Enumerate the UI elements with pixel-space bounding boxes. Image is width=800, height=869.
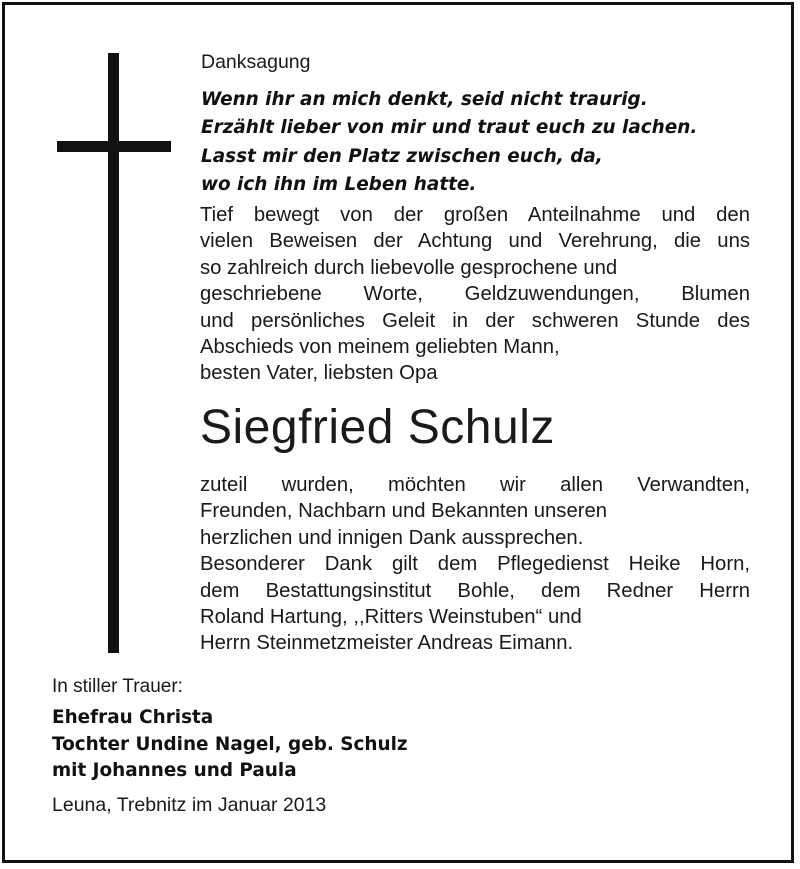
intro-line: so zahlreich durch liebevolle gesprochene und (200, 256, 618, 279)
intro-line: besten Vater, liebsten Opa (200, 362, 438, 385)
thanks-line: herzlichen und innigen Dank aussprechen. (200, 526, 584, 549)
mourners-label: In stiller Trauer: (52, 676, 183, 697)
intro-line: und persönliches Geleit in der schweren Stunde des (200, 309, 750, 332)
thanks-line: Herrn Steinmetzmeister Andreas Eimann. (200, 632, 574, 655)
poem-block (201, 86, 771, 199)
thanks-paragraph (200, 472, 750, 657)
poem-line: Lasst mir den Platz zwischen euch, da, (201, 145, 603, 167)
mourner-line: Ehefrau Christa (52, 707, 214, 728)
thanks-line: Freunden, Nachbarn und Bekannten unseren (200, 500, 608, 523)
place-date: Leuna, Trebnitz im Januar 2013 (52, 794, 327, 816)
intro-line: Abschieds von meinem geliebten Mann, (200, 336, 560, 359)
mourner-line: mit Johannes und Paula (52, 760, 297, 781)
mourner-line: Tochter Undine Nagel, geb. Schulz (52, 733, 408, 755)
poem-line: Wenn ihr an mich denkt, seid nicht traurig. (201, 89, 648, 110)
poem-line: Erzählt lieber von mir und traut euch zu lachen. (201, 117, 698, 139)
deceased-name: Siegfried Schulz (200, 401, 555, 454)
intro-line: geschriebene Worte, Geldzuwendungen, Blumen (200, 283, 750, 306)
intro-line: vielen Beweisen der Achtung und Verehrung, die uns (200, 230, 750, 253)
heading-danksagung: Danksagung (201, 51, 311, 73)
thanks-line: Besonderer Dank gilt dem Pflegedienst Heike Horn, (200, 553, 750, 576)
poem-line: wo ich ihn im Leben hatte. (201, 173, 477, 195)
intro-line: Tief bewegt von der großen Anteilnahme und den (200, 204, 750, 226)
thanks-line: Roland Hartung, ,,Ritters Weinstuben“ und (200, 606, 582, 629)
mourners-list (52, 705, 408, 785)
cross-horizontal-bar (57, 141, 171, 152)
thanks-line: zuteil wurden, möchten wir allen Verwandten, (200, 474, 750, 496)
thanks-line: dem Bestattungsinstitut Bohle, dem Redner Herrn (200, 579, 750, 602)
intro-paragraph (200, 202, 750, 387)
